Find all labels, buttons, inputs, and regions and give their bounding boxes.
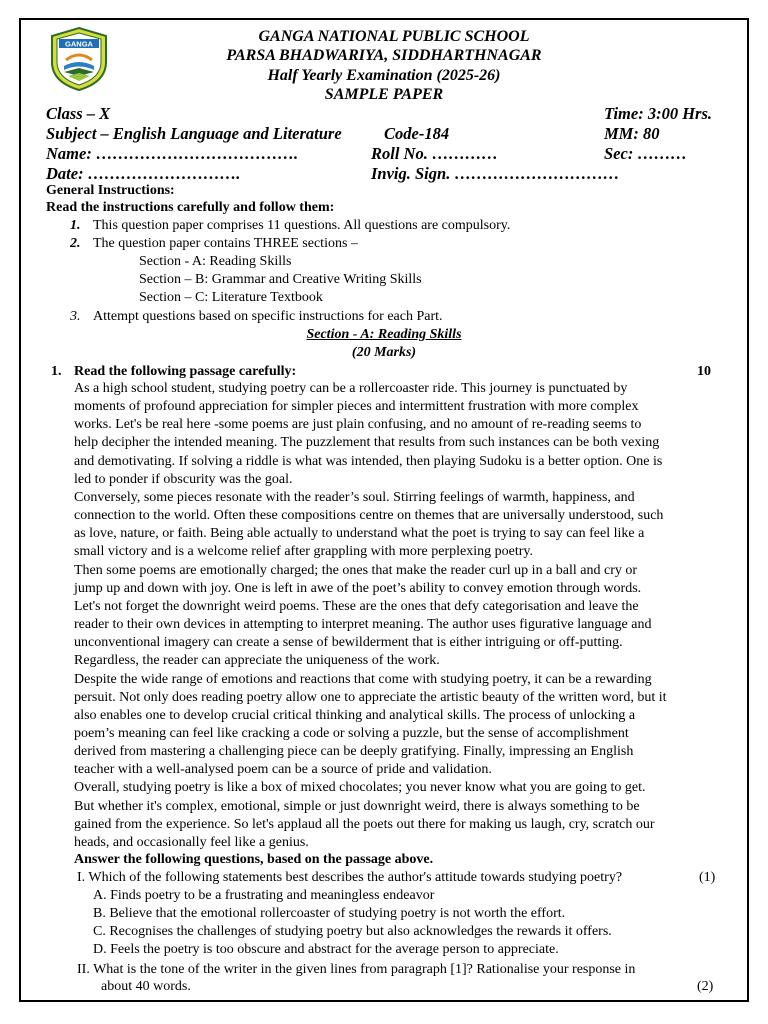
answer-prompt: Answer the following questions, based on the passage above.	[74, 852, 434, 867]
time-label: Time: 3:00 Hrs.	[604, 104, 712, 123]
class-label: Class – X	[46, 104, 111, 123]
passage-line: gained from the experience. So let's applaud all the poets out there for making us laugh, cry, scratch our	[74, 816, 655, 832]
option-c: C. Recognises the challenges of studying poetry but also acknowledges the rewards it offers.	[93, 924, 612, 939]
passage-line: persuit. Not only does reading poetry allow one to appreciate the artistic beauty of the written word, but it	[74, 689, 667, 705]
passage-line: Let's not forget the downright weird poems. These are the ones that defy categorisation and leave the	[74, 598, 639, 614]
name-field: Name: ……………………………….	[46, 144, 299, 163]
passage-line: reader to their own devices in attempting to interpret meaning. The author uses figurative language and	[74, 617, 652, 633]
passage-line: small victory and is a welcome relief after grappling with more perplexing poetry.	[74, 544, 533, 560]
instruction-text: The question paper contains THREE sections –	[93, 236, 358, 251]
school-address: PARSA BHADWARIYA, SIDDHARTHNAGAR	[226, 47, 542, 64]
passage-line: As a high school student, studying poetry can be a rollercoaster ride. This journey is punctuated by	[74, 381, 628, 396]
reading-passage	[74, 380, 734, 852]
passage-line: heads, and occasionally feel like a genius.	[74, 834, 309, 850]
section-field: Sec: ………	[604, 144, 687, 163]
subject-label: Subject – English Language and Literature	[46, 124, 342, 143]
passage-line: derived from mastering a challenging piece can be deeply gratifying. Finally, impressing an English	[74, 744, 634, 760]
date-field: Date: ……………………….	[46, 164, 241, 183]
instruction-num: 2.	[70, 236, 81, 251]
passage-line: poem’s meaning can feel like cracking a code or solving a puzzle, but the sense of accomplishment	[74, 725, 629, 741]
section-a-marks: (20 Marks)	[351, 345, 417, 360]
passage-line: unconventional imagery can create a sense of bewilderment that is either intriguing or off-putting.	[74, 635, 623, 651]
code-label: Code-184	[384, 124, 450, 143]
section-a-title-wrap	[0, 326, 768, 344]
school-name: GANGA NATIONAL PUBLIC SCHOOL	[258, 28, 530, 45]
sub-question-ii: II. What is the tone of the writer in the given lines from paragraph [1]? Rationalise your response in	[77, 962, 636, 977]
section-list-item: Section - A: Reading Skills	[139, 254, 292, 269]
passage-line: Despite the wide range of emotions and reactions that come with studying poetry, it can be a rewarding	[74, 671, 652, 687]
roll-field: Roll No. …………	[371, 144, 498, 163]
exam-title: Half Yearly Examination (2025-26)	[267, 67, 501, 84]
instruction-text: This question paper comprises 11 questions. All questions are compulsory.	[93, 218, 511, 233]
passage-line: Then some poems are emotionally charged; the ones that make the reader curl up in a ball and cry or	[74, 562, 638, 578]
section-list-item: Section – B: Grammar and Creative Writing Skills	[139, 272, 422, 287]
instruction-text: Attempt questions based on specific instructions for each Part.	[93, 309, 443, 324]
invigilator-sign-field: Invig. Sign. …………………………	[371, 164, 620, 183]
option-d: D. Feels the poetry is too obscure and abstract for the average person to appreciate.	[93, 942, 559, 957]
sub-question-ii-cont: about 40 words.	[101, 979, 191, 994]
instructions-subheading: Read the instructions carefully and follow them:	[46, 200, 335, 215]
sub-question-i: I. Which of the following statements best describes the author's attitude towards studying poetry?	[77, 870, 623, 885]
passage-line: But whether it's complex, emotional, simple or just downright weird, there is always something to be	[74, 798, 640, 814]
logo-text: GANGA	[65, 39, 93, 49]
sub-question-i-marks: (1)	[699, 870, 716, 885]
passage-line: also enables one to develop crucial critical thinking and analytical skills. The process of unlocking a	[74, 707, 636, 723]
option-a: A. Finds poetry to be a frustrating and meaningless endeavor	[93, 888, 435, 903]
passage-line: led to ponder if obscurity was the goal.	[74, 471, 293, 487]
passage-line: teacher with a well-analysed poem can be a source of pride and validation.	[74, 762, 492, 778]
passage-line: moments of profound appreciation for simpler pieces and intermittent frustration with more complex	[74, 399, 639, 415]
passage-line: as love, nature, or faith. Being able actually to understand what the poet is trying to say can feel like a	[74, 526, 645, 542]
instruction-num: 1.	[70, 218, 81, 233]
option-b: B. Believe that the emotional rollercoaster of studying poetry is not worth the effort.	[93, 906, 566, 921]
question-prompt: Read the following passage carefully:	[74, 364, 297, 379]
section-a-title: Section - A: Reading Skills	[306, 327, 462, 342]
passage-line: jump up and down with joy. One is left in awe of the poet’s ability to convey emotion through words.	[74, 580, 642, 596]
section-list-item: Section – C: Literature Textbook	[139, 290, 323, 305]
passage-line: Regardless, the reader can appreciate the uniqueness of the work.	[74, 653, 440, 669]
passage-line: works. Let's be real here -some poems are just plain confusing, and no amount of re-reading seems to	[74, 417, 642, 433]
paper-type: SAMPLE PAPER	[324, 86, 444, 103]
passage-line: and demotivating. If solving a riddle is what was intended, then playing Sudoku is a better option. One is	[74, 453, 663, 469]
question-number: 1.	[51, 364, 62, 379]
instructions-heading: General Instructions:	[46, 183, 175, 198]
sub-question-ii-marks: (2)	[697, 979, 714, 994]
question-marks: 10	[697, 364, 711, 379]
passage-line: Conversely, some pieces resonate with the reader’s soul. Stirring feelings of warmth, happiness, and	[74, 489, 635, 505]
passage-line: Overall, studying poetry is like a box of mixed chocolates; you never know what you are going to get.	[74, 780, 646, 796]
passage-line: connection to the world. Often these compositions centre on themes that are universally understood, such	[74, 508, 664, 524]
max-marks-label: MM: 80	[604, 124, 660, 143]
passage-line: help decipher the intended meaning. The puzzlement that results from such instances can be both vexing	[74, 435, 660, 451]
instruction-num: 3.	[70, 309, 81, 324]
